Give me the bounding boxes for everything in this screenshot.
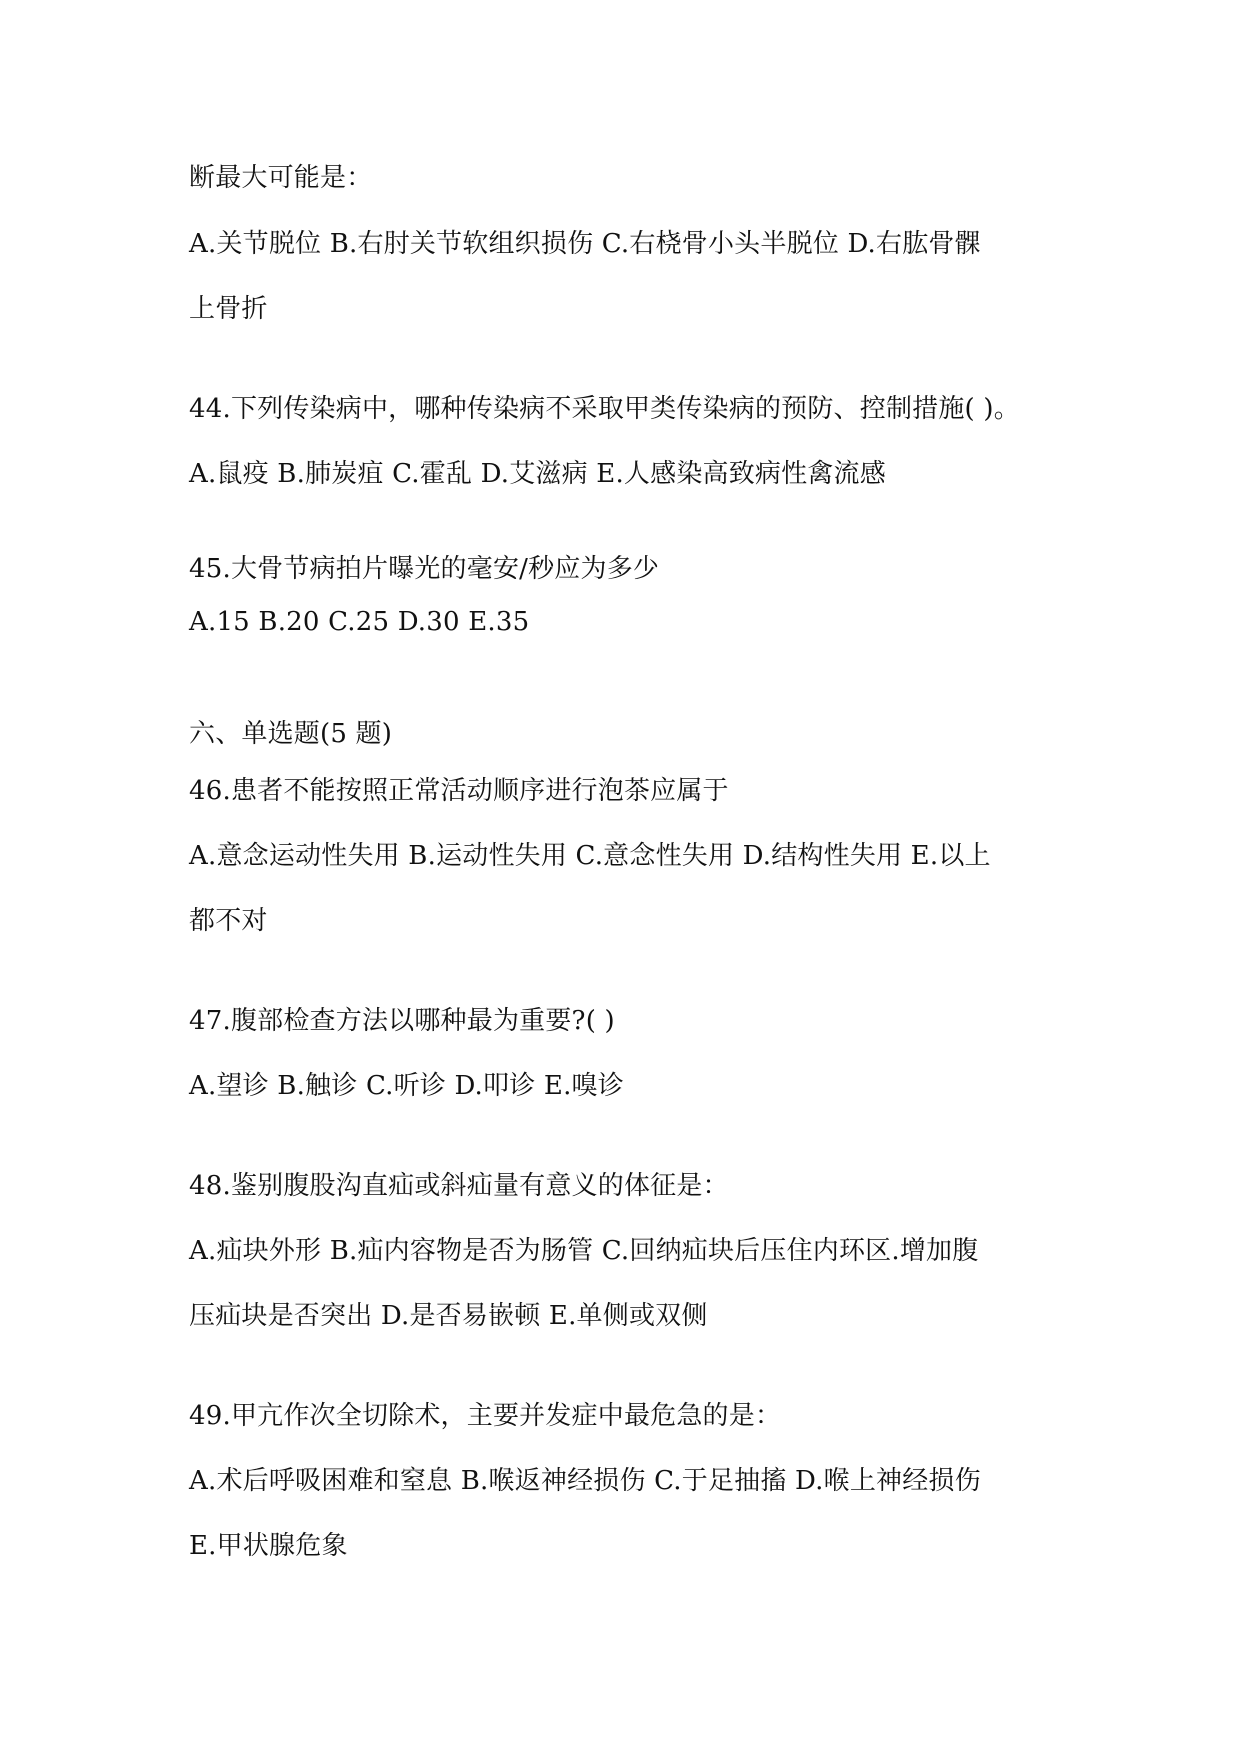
q49-stem: 49.甲亢作次全切除术，主要并发症中最危急的是： bbox=[189, 1401, 782, 1431]
q43-stem-continuation: 断最大可能是： bbox=[189, 163, 373, 193]
q44-options: A.鼠疫 B.肺炭疽 C.霍乱 D.艾滋病 E.人感染高致病性禽流感 bbox=[189, 459, 886, 489]
q47-stem: 47.腹部检查方法以哪种最为重要?( ) bbox=[189, 1006, 615, 1036]
q43-options-line-2: 上骨折 bbox=[189, 294, 268, 324]
q44-stem: 44.下列传染病中，哪种传染病不采取甲类传染病的预防、控制措施( )。 bbox=[189, 394, 1020, 424]
q46-options-line-1: A.意念运动性失用 B.运动性失用 C.意念性失用 D.结构性失用 E.以上 bbox=[189, 841, 991, 871]
section-heading: 六、单选题(5 题) bbox=[189, 719, 393, 749]
q48-stem: 48.鉴别腹股沟直疝或斜疝量有意义的体征是： bbox=[189, 1171, 729, 1201]
q46-options-line-2: 都不对 bbox=[189, 906, 268, 936]
q48-options-line-2: 压疝块是否突出 D.是否易嵌顿 E.单侧或双侧 bbox=[189, 1301, 708, 1331]
q48-options-line-1: A.疝块外形 B.疝内容物是否为肠管 C.回纳疝块后压住内环区.增加腹 bbox=[189, 1236, 979, 1266]
q47-options: A.望诊 B.触诊 C.听诊 D.叩诊 E.嗅诊 bbox=[189, 1071, 624, 1101]
q45-stem: 45.大骨节病拍片曝光的毫安/秒应为多少 bbox=[189, 554, 660, 584]
q43-options-line-1: A.关节脱位 B.右肘关节软组织损伤 C.右桡骨小头半脱位 D.右肱骨髁 bbox=[189, 229, 981, 259]
q46-stem: 46.患者不能按照正常活动顺序进行泡茶应属于 bbox=[189, 776, 729, 806]
q49-options-line-2: E.甲状腺危象 bbox=[189, 1531, 348, 1561]
q49-options-line-1: A.术后呼吸困难和窒息 B.喉返神经损伤 C.于足抽搐 D.喉上神经损伤 bbox=[189, 1466, 981, 1496]
q45-options: A.15 B.20 C.25 D.30 E.35 bbox=[189, 607, 530, 637]
